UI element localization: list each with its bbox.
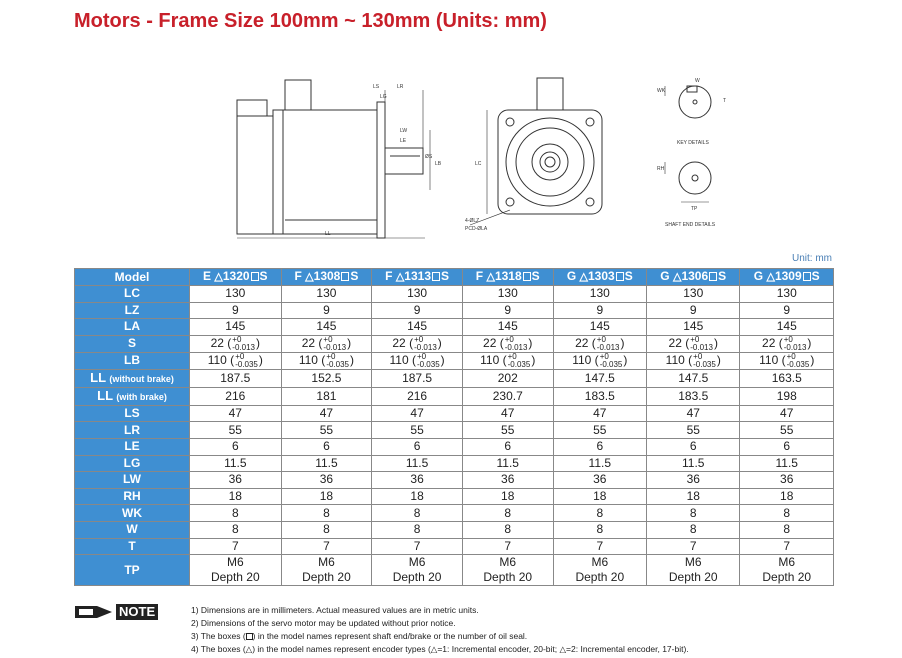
table-cell: 18 — [372, 488, 463, 505]
table-row — [75, 286, 834, 303]
table-cell: 8 — [740, 505, 834, 522]
label-lz: 4-ØLZ — [465, 218, 480, 224]
triangle-icon: △ — [430, 644, 438, 654]
table-cell: 9 — [462, 302, 553, 319]
row-label-t: T — [75, 538, 190, 555]
label-tp: TP — [691, 206, 698, 212]
table-cell: 8 — [553, 505, 646, 522]
table-cell: 183.5 — [647, 387, 740, 405]
box-icon — [251, 272, 259, 281]
table-cell: 181 — [281, 387, 372, 405]
table-cell: 18 — [281, 488, 372, 505]
table-cell: 130 — [190, 286, 282, 303]
table-cell: 47 — [647, 405, 740, 422]
triangle-icon: △ — [395, 271, 405, 283]
table-row — [75, 302, 834, 319]
table-cell: 110 ( +0 -0.035 ) — [647, 352, 740, 369]
model-header-1: F △1308 S — [281, 269, 372, 286]
table-cell: 7 — [281, 538, 372, 555]
label-s: ØS — [425, 154, 433, 160]
table-cell: 8 — [647, 521, 740, 538]
row-label-rh: RH — [75, 488, 190, 505]
note-badge — [74, 604, 158, 620]
row-label-la: LA — [75, 319, 190, 336]
table-row — [75, 455, 834, 472]
table-cell: 6 — [281, 438, 372, 455]
table-cell: 145 — [462, 319, 553, 336]
table-cell: 55 — [740, 422, 834, 439]
table-cell: 147.5 — [647, 369, 740, 387]
table-row — [75, 319, 834, 336]
unit-label: Unit: mm — [792, 253, 832, 264]
table-cell: 47 — [372, 405, 463, 422]
row-label-ls: LS — [75, 405, 190, 422]
table-cell: 8 — [740, 521, 834, 538]
table-cell: 11.5 — [740, 455, 834, 472]
table-cell: 47 — [740, 405, 834, 422]
model-header: Model — [75, 269, 190, 286]
row-label-lz: LZ — [75, 302, 190, 319]
table-cell: 145 — [372, 319, 463, 336]
label-wk: WK — [657, 88, 666, 94]
table-cell: 22 ( +0 -0.013 ) — [190, 335, 282, 352]
pencil-icon — [74, 604, 116, 620]
label-lr: LR — [397, 84, 404, 90]
table-row — [75, 488, 834, 505]
label-t: T — [723, 98, 727, 104]
table-cell: 110 ( +0 -0.035 ) — [281, 352, 372, 369]
note-item: 1) Dimensions are in millimeters. Actual measured values are in metric units. — [191, 605, 479, 615]
table-cell: 187.5 — [372, 369, 463, 387]
table-cell: 22 ( +0 -0.013 ) — [462, 335, 553, 352]
table-cell: 55 — [647, 422, 740, 439]
row-label-wk: WK — [75, 505, 190, 522]
note-label: NOTE — [116, 604, 158, 620]
table-cell: 7 — [462, 538, 553, 555]
table-row — [75, 472, 834, 489]
label-le: LE — [400, 138, 407, 144]
table-cell: M6 Depth 20 — [190, 555, 282, 586]
table-row — [75, 352, 834, 369]
triangle-icon: △ — [305, 271, 314, 283]
flange — [377, 102, 385, 238]
table-cell: 6 — [372, 438, 463, 455]
triangle-icon: △ — [579, 271, 588, 283]
table-cell: 110 ( +0 -0.035 ) — [462, 352, 553, 369]
table-cell: 6 — [647, 438, 740, 455]
table-cell: 22 ( +0 -0.013 ) — [740, 335, 834, 352]
table-cell: 9 — [281, 302, 372, 319]
label-ls: LS — [373, 84, 380, 90]
label-key-details: KEY DETAILS — [677, 140, 709, 146]
table-cell: 110 ( +0 -0.035 ) — [553, 352, 646, 369]
table-cell: 36 — [462, 472, 553, 489]
table-cell: 55 — [372, 422, 463, 439]
table-row — [75, 505, 834, 522]
table-cell: 110 ( +0 -0.035 ) — [740, 352, 834, 369]
table-cell: 8 — [553, 521, 646, 538]
table-cell: 36 — [740, 472, 834, 489]
shaft — [385, 148, 423, 174]
triangle-icon: △ — [486, 271, 495, 283]
model-header-0: E △1320 S — [190, 269, 282, 286]
row-label-le: LE — [75, 438, 190, 455]
table-cell: 18 — [740, 488, 834, 505]
front-connector — [537, 78, 563, 110]
table-cell: 18 — [553, 488, 646, 505]
box-icon — [341, 272, 349, 281]
table-cell: 47 — [553, 405, 646, 422]
table-cell: 8 — [462, 521, 553, 538]
table-cell: M6 Depth 20 — [372, 555, 463, 586]
table-row — [75, 369, 834, 387]
table-cell: 11.5 — [372, 455, 463, 472]
table-cell: 22 ( +0 -0.013 ) — [281, 335, 372, 352]
table-cell: 8 — [190, 505, 282, 522]
label-lw: LW — [400, 128, 408, 134]
table-row — [75, 405, 834, 422]
table-row — [75, 438, 834, 455]
table-cell: 6 — [740, 438, 834, 455]
notes-list — [191, 604, 689, 656]
table-cell: 147.5 — [553, 369, 646, 387]
label-rh: RH — [657, 166, 665, 172]
table-cell: 198 — [740, 387, 834, 405]
row-label-lr: LR — [75, 422, 190, 439]
table-cell: 6 — [190, 438, 282, 455]
note-item: 2) Dimensions of the servo motor may be updated without prior notice. — [191, 618, 456, 628]
table-cell: 230.7 — [462, 387, 553, 405]
row-label-tp: TP — [75, 555, 190, 586]
side-connector-top — [237, 100, 267, 116]
table-cell: 55 — [190, 422, 282, 439]
table-cell: 22 ( +0 -0.013 ) — [372, 335, 463, 352]
motor-body — [273, 110, 377, 234]
table-cell: 7 — [740, 538, 834, 555]
box-icon — [803, 272, 811, 281]
table-cell: 9 — [190, 302, 282, 319]
table-row — [75, 387, 834, 405]
table-cell: 8 — [372, 521, 463, 538]
table-row — [75, 422, 834, 439]
triangle-icon: △ — [672, 271, 682, 283]
encoder-cover — [237, 116, 273, 234]
table-cell: 47 — [462, 405, 553, 422]
table-cell: 18 — [647, 488, 740, 505]
label-lc: LC — [475, 161, 482, 167]
power-connector — [285, 80, 311, 110]
triangle-icon: △ — [214, 271, 223, 283]
table-row — [75, 335, 834, 352]
model-header-5: G △1306 S — [647, 269, 740, 286]
table-cell: M6 Depth 20 — [281, 555, 372, 586]
table-cell: 8 — [190, 521, 282, 538]
table-cell: 55 — [553, 422, 646, 439]
label-lb: LB — [435, 161, 442, 167]
table-cell: 7 — [190, 538, 282, 555]
model-header-3: F △1318 S — [462, 269, 553, 286]
label-ll: LL — [325, 231, 331, 237]
note-item: 3) The boxes ( ) in the model names represent shaft end/brake or the number of oil seal. — [191, 631, 528, 641]
row-label-w: W — [75, 521, 190, 538]
table-cell: 18 — [190, 488, 282, 505]
table-cell: 11.5 — [462, 455, 553, 472]
table-cell: 163.5 — [740, 369, 834, 387]
box-icon — [709, 272, 717, 281]
table-cell: 36 — [647, 472, 740, 489]
table-cell: 202 — [462, 369, 553, 387]
table-cell: 6 — [462, 438, 553, 455]
table-cell: 8 — [281, 521, 372, 538]
table-cell: 145 — [647, 319, 740, 336]
table-cell: 145 — [281, 319, 372, 336]
table-row — [75, 538, 834, 555]
table-cell: 47 — [281, 405, 372, 422]
table-row — [75, 555, 834, 586]
triangle-icon: △ — [245, 644, 253, 654]
row-label-ll_b: LL (with brake) — [75, 387, 190, 405]
model-header-6: G △1309 S — [740, 269, 834, 286]
table-cell: 55 — [281, 422, 372, 439]
table-cell: 130 — [462, 286, 553, 303]
table-cell: 6 — [553, 438, 646, 455]
row-label-s: S — [75, 335, 190, 352]
table-cell: 9 — [372, 302, 463, 319]
table-row — [75, 521, 834, 538]
triangle-icon: △ — [766, 271, 775, 283]
shaft-end-drawing — [665, 162, 711, 202]
table-cell: 145 — [740, 319, 834, 336]
table-cell: 187.5 — [190, 369, 282, 387]
table-cell: 7 — [372, 538, 463, 555]
table-cell: M6 Depth 20 — [647, 555, 740, 586]
table-cell: 11.5 — [281, 455, 372, 472]
label-la: PCD-ØLA — [465, 226, 488, 232]
table-cell: 9 — [647, 302, 740, 319]
front-view-drawing — [470, 78, 602, 225]
table-cell: 47 — [190, 405, 282, 422]
label-lg: LG — [380, 94, 387, 100]
table-cell: M6 Depth 20 — [462, 555, 553, 586]
table-cell: 130 — [281, 286, 372, 303]
table-cell: M6 Depth 20 — [740, 555, 834, 586]
table-cell: 130 — [740, 286, 834, 303]
table-cell: 8 — [462, 505, 553, 522]
table-cell: 152.5 — [281, 369, 372, 387]
table-cell: 22 ( +0 -0.013 ) — [647, 335, 740, 352]
label-shaft-end-details: SHAFT END DETAILS — [665, 222, 716, 228]
row-label-lw: LW — [75, 472, 190, 489]
note-item: 4) The boxes (△) in the model names represent encoder types (△=1: Incremental encoder, 20-bit; △=2: Incremental encoder, 17-bit). — [191, 644, 689, 654]
table-cell: 216 — [372, 387, 463, 405]
side-view-drawing — [237, 80, 430, 238]
table-cell: 36 — [553, 472, 646, 489]
box-icon — [523, 272, 531, 281]
box-icon — [246, 633, 253, 640]
model-header-2: F △1313 S — [372, 269, 463, 286]
table-cell: 9 — [553, 302, 646, 319]
page-title: Motors - Frame Size 100mm ~ 130mm (Units: mm) — [74, 10, 547, 32]
table-cell: 8 — [372, 505, 463, 522]
label-w: W — [695, 78, 700, 84]
model-header-4: G △1303 S — [553, 269, 646, 286]
row-label-lb: LB — [75, 352, 190, 369]
table-cell: 130 — [553, 286, 646, 303]
table-cell: 130 — [372, 286, 463, 303]
table-cell: 22 ( +0 -0.013 ) — [553, 335, 646, 352]
table-cell: 8 — [281, 505, 372, 522]
key-details-drawing — [665, 86, 711, 118]
row-label-ll_nb: LL (without brake) — [75, 369, 190, 387]
table-cell: 9 — [740, 302, 834, 319]
table-cell: 11.5 — [553, 455, 646, 472]
table-cell: 55 — [462, 422, 553, 439]
table-cell: 36 — [190, 472, 282, 489]
table-cell: M6 Depth 20 — [553, 555, 646, 586]
table-cell: 183.5 — [553, 387, 646, 405]
table-cell: 145 — [553, 319, 646, 336]
table-cell: 130 — [647, 286, 740, 303]
box-icon — [616, 272, 624, 281]
table-cell: 216 — [190, 387, 282, 405]
table-cell: 7 — [647, 538, 740, 555]
table-header-row — [75, 269, 834, 286]
front-flange — [498, 110, 602, 214]
box-icon — [432, 272, 440, 281]
triangle-icon: △ — [559, 644, 567, 654]
table-cell: 145 — [190, 319, 282, 336]
table-cell: 36 — [281, 472, 372, 489]
table-cell: 8 — [647, 505, 740, 522]
table-cell: 36 — [372, 472, 463, 489]
row-label-lc: LC — [75, 286, 190, 303]
table-cell: 110 ( +0 -0.035 ) — [190, 352, 282, 369]
spec-table — [74, 268, 834, 586]
motor-dimension-drawings — [225, 70, 725, 245]
table-cell: 11.5 — [190, 455, 282, 472]
table-cell: 11.5 — [647, 455, 740, 472]
table-cell: 110 ( +0 -0.035 ) — [372, 352, 463, 369]
row-label-lg: LG — [75, 455, 190, 472]
table-cell: 7 — [553, 538, 646, 555]
table-cell: 18 — [462, 488, 553, 505]
